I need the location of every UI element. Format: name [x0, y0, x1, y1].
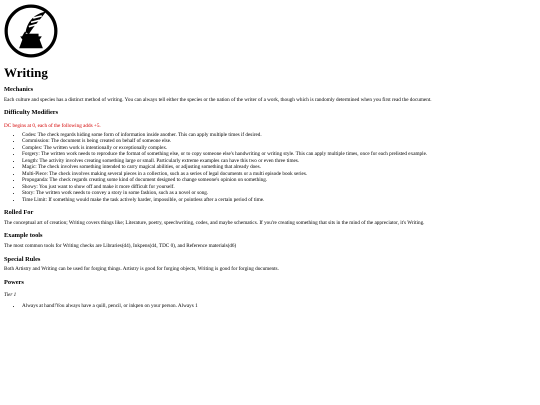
list-item: • Codes: The check regards hiding some form of information inside another. This can apply multiple times if desired. — [22, 132, 536, 139]
powers-list — [4, 303, 536, 310]
list-item: • Magic: The check involves something intended to carry magical abilities, or adjusting something that already does. — [22, 164, 536, 171]
difficulty-heading: Difficulty Modifiers — [4, 109, 59, 117]
mechanics-text: Each culture and species has a distinct method of writing. You can always tell either the species or the nation of the writer of a work, though which is randomly determined when you first read the document. — [4, 96, 432, 103]
special-rules-text: Both Artistry and Writing can be used for forging things. Artistry is good for forging objects, Writing is good for forging documents. — [4, 266, 279, 273]
powers-heading: Powers — [4, 278, 24, 286]
page-title: Writing — [4, 65, 48, 80]
difficulty-list — [4, 132, 536, 204]
list-item: • Length: The activity involves creating something large or small. Particularly extreme examples can have this two or even three times. — [22, 158, 536, 165]
example-tools-text: The most common tools for Writing checks are Libraries(d4), Inkpens(d4, TDC 0), and Reference materials(d6) — [4, 243, 237, 250]
list-item: • Showy: You just want to show off and make it more difficult for yourself. — [22, 184, 536, 191]
list-item: • Commission: The document is being created on behalf of someone else. — [22, 138, 536, 145]
list-item: • Time Limit: If something would make the task actively harder, impossible, or pointless after a certain period of time. — [22, 197, 536, 204]
special-rules-heading: Special Rules — [4, 255, 41, 263]
list-item: • Story: The written work needs to convey a story in some fashion, such as a novel or song. — [22, 190, 536, 197]
rolled-for-heading: Rolled For — [4, 209, 34, 217]
quill-inkwell-icon — [4, 4, 58, 58]
mechanics-heading: Mechanics — [4, 86, 34, 94]
example-tools-heading: Example tools — [4, 232, 43, 240]
list-item: • Complex: The written work is intentionally or exceptionally complex. — [22, 145, 536, 152]
rolled-for-text: The conceptual art of creation; Writing covers things like; Literature, poetry, speechwriting, codes, and maybe schematics. If you're creating something that sits in the mind of the appreciator, it's Writing. — [4, 219, 425, 226]
dc-note: DC begins at 0, each of the following adds +5. — [4, 123, 101, 130]
list-item: • Always at hand!You always have a quill, pencil, or inkpen on your person. Always 1 — [22, 303, 536, 310]
list-item: • Forgery: The written work needs to reproduce the format of something else, or to copy someone else's handwriting or writing style. This can apply multiple times, once for each prelisted example. — [22, 151, 536, 158]
list-item: • Propoganda: The check regards creating some kind of document designed to change someone's opinion on something. — [22, 177, 536, 184]
tier-label: Tier 1 — [4, 292, 17, 299]
list-item: • Multi-Piece: The check involves making several pieces in a collection, such as a series of legal documents or a multi episode book series. — [22, 171, 536, 178]
